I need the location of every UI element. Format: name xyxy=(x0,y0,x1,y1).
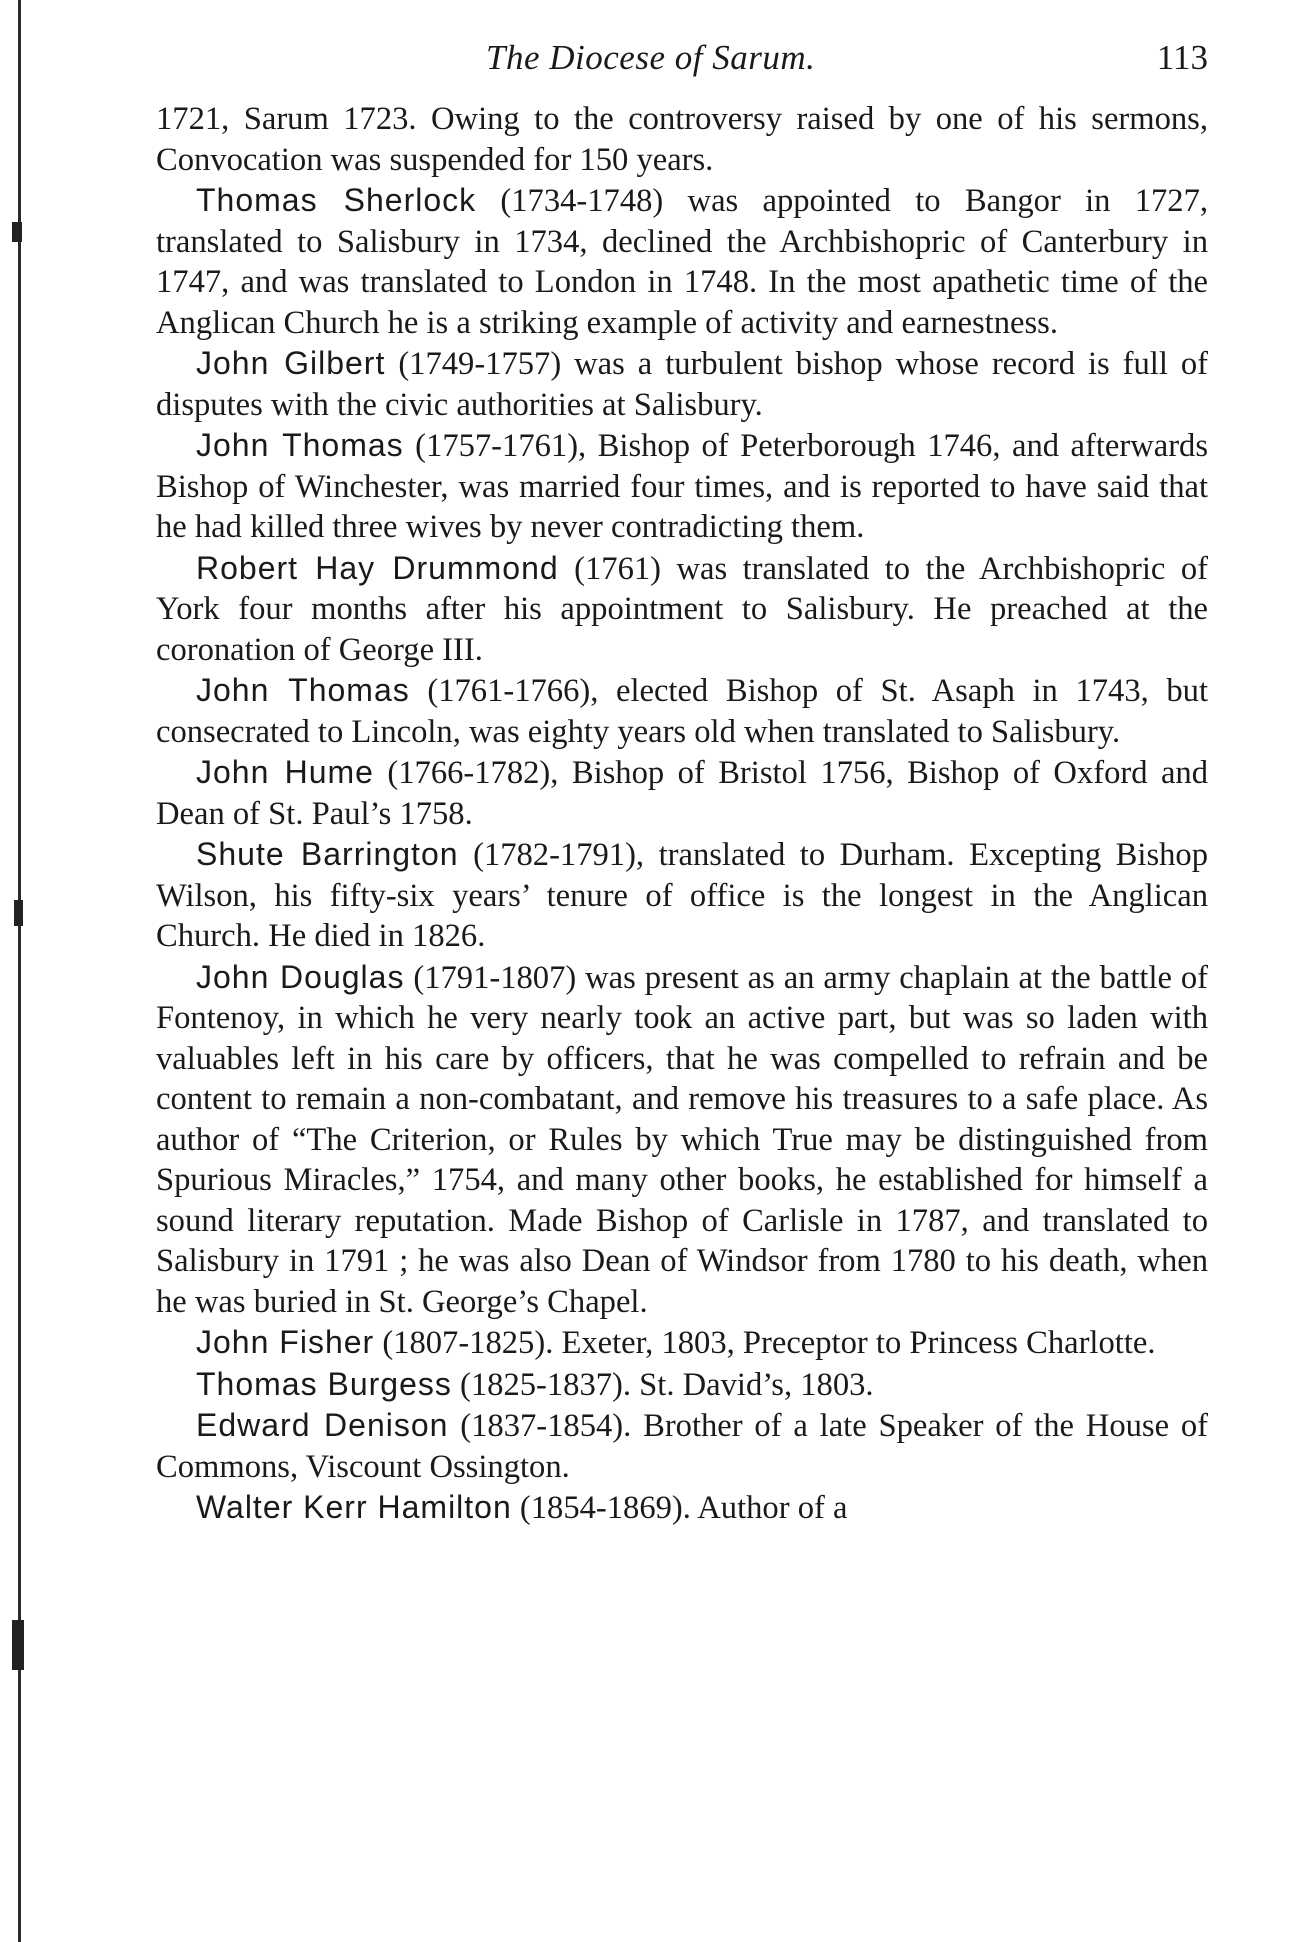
margin-mark xyxy=(14,900,23,926)
bishop-name: Thomas Burgess xyxy=(196,1365,452,1402)
bishop-name: Walter Kerr Hamilton xyxy=(196,1489,512,1525)
entry-text: (1749-1757) was a turbulent bishop whose record is full of disputes with the civic authorities at Salisbury. xyxy=(156,346,1209,423)
entry-text: (1734-1748) was appointed to Bangor in 1727, translated to Salisbury in 1734, declined the Archbishopric of Canterbury in 1747, and was translated to London in 1748. In the most apathetic time of the Anglican Church he is a striking example of activity and earnestness. xyxy=(156,183,1208,341)
bishop-name: John Fisher xyxy=(196,1324,375,1360)
bishop-name: Thomas Sherlock xyxy=(196,182,477,218)
entry-text: (1782-1791), translated to Durham. Excepting Bishop Wilson, his fifty-six years’ tenure of office is the longest in the Anglican Church. He died in 1826. xyxy=(156,837,1209,954)
bishop-name: Edward Denison xyxy=(196,1407,449,1443)
entry-paragraph xyxy=(156,1364,1208,1406)
entry-paragraph xyxy=(156,1405,1208,1487)
entry-paragraph xyxy=(156,752,1208,834)
entry-paragraph xyxy=(156,1487,1208,1529)
bishop-name: John Thomas xyxy=(196,672,410,708)
entry-text: (1757-1761), Bishop of Peterborough 1746, and afterwards Bishop of Winchester, was married four times, and is reported to have said that he had killed three wives by never contradicting them. xyxy=(156,428,1209,545)
entry-text: (1825-1837). St. David’s, 1803. xyxy=(451,1366,874,1403)
entry-paragraph xyxy=(156,834,1208,957)
entry-text: (1791-1807) was present as an army chaplain at the battle of Fontenoy, in which he very nearly took an active part, but was so laden with valuables left in his care by officers, that he was compelled to refrain and be content to remain a non-combatant, and remove his treasures to a safe place. As author of “The Criterion, or Rules by which True may be distinguished from Spurious Miracles,” 1754, and many other books, he established for himself a sound literary reputation. Made Bishop of Carlisle in 1787, and translated to Salisbury in 1791 ; he was also Dean of Windsor from 1780 to his death, when he was buried in St. George’s Chapel. xyxy=(156,959,1208,1320)
bishop-name: Robert Hay Drummond xyxy=(196,549,559,586)
running-title: The Diocese of Sarum. xyxy=(486,38,816,77)
bishop-name: John Gilbert xyxy=(196,345,386,381)
entry-text: (1854-1869). Author of a xyxy=(511,1490,848,1526)
entry-text: (1761-1766), elected Bishop of St. Asaph in 1743, but consecrated to Lincoln, was eighty years old when translated to Salisbury. xyxy=(156,673,1208,750)
entry-paragraph xyxy=(156,343,1208,425)
entry-text: (1807-1825). Exeter, 1803, Preceptor to Princess Charlotte. xyxy=(374,1325,1156,1361)
entry-paragraph xyxy=(156,1322,1208,1364)
entry-text: 1721, Sarum 1723. Owing to the controversy raised by one of his sermons, Convocation was suspended for 150 years. xyxy=(156,101,1208,178)
entry-paragraph xyxy=(156,180,1208,343)
margin-mark xyxy=(12,1620,24,1670)
entry-paragraph xyxy=(156,957,1208,1323)
entry-paragraph xyxy=(156,548,1208,671)
entry-text: (1761) was translated to the Archbishopric of York four months after his appointment to Salisbury. He preached at the coronation of George III. xyxy=(156,550,1208,668)
entry-paragraph xyxy=(156,98,1208,180)
entry-paragraph xyxy=(156,425,1208,548)
body-text xyxy=(156,98,1208,1529)
bishop-name: John Hume xyxy=(196,754,374,790)
page-header xyxy=(156,38,1208,98)
bishop-name: John Douglas xyxy=(196,958,405,995)
entry-paragraph xyxy=(156,670,1208,752)
page-number: 113 xyxy=(1156,38,1208,77)
margin-mark xyxy=(12,222,22,242)
entry-text: (1766-1782), Bishop of Bristol 1756, Bishop of Oxford and Dean of St. Paul’s 1758. xyxy=(156,755,1208,832)
bishop-name: John Thomas xyxy=(196,427,404,463)
entry-text: (1837-1854). Brother of a late Speaker of the House of Commons, Viscount Ossington. xyxy=(156,1408,1209,1485)
bishop-name: Shute Barrington xyxy=(196,836,459,872)
page xyxy=(156,38,1208,1529)
